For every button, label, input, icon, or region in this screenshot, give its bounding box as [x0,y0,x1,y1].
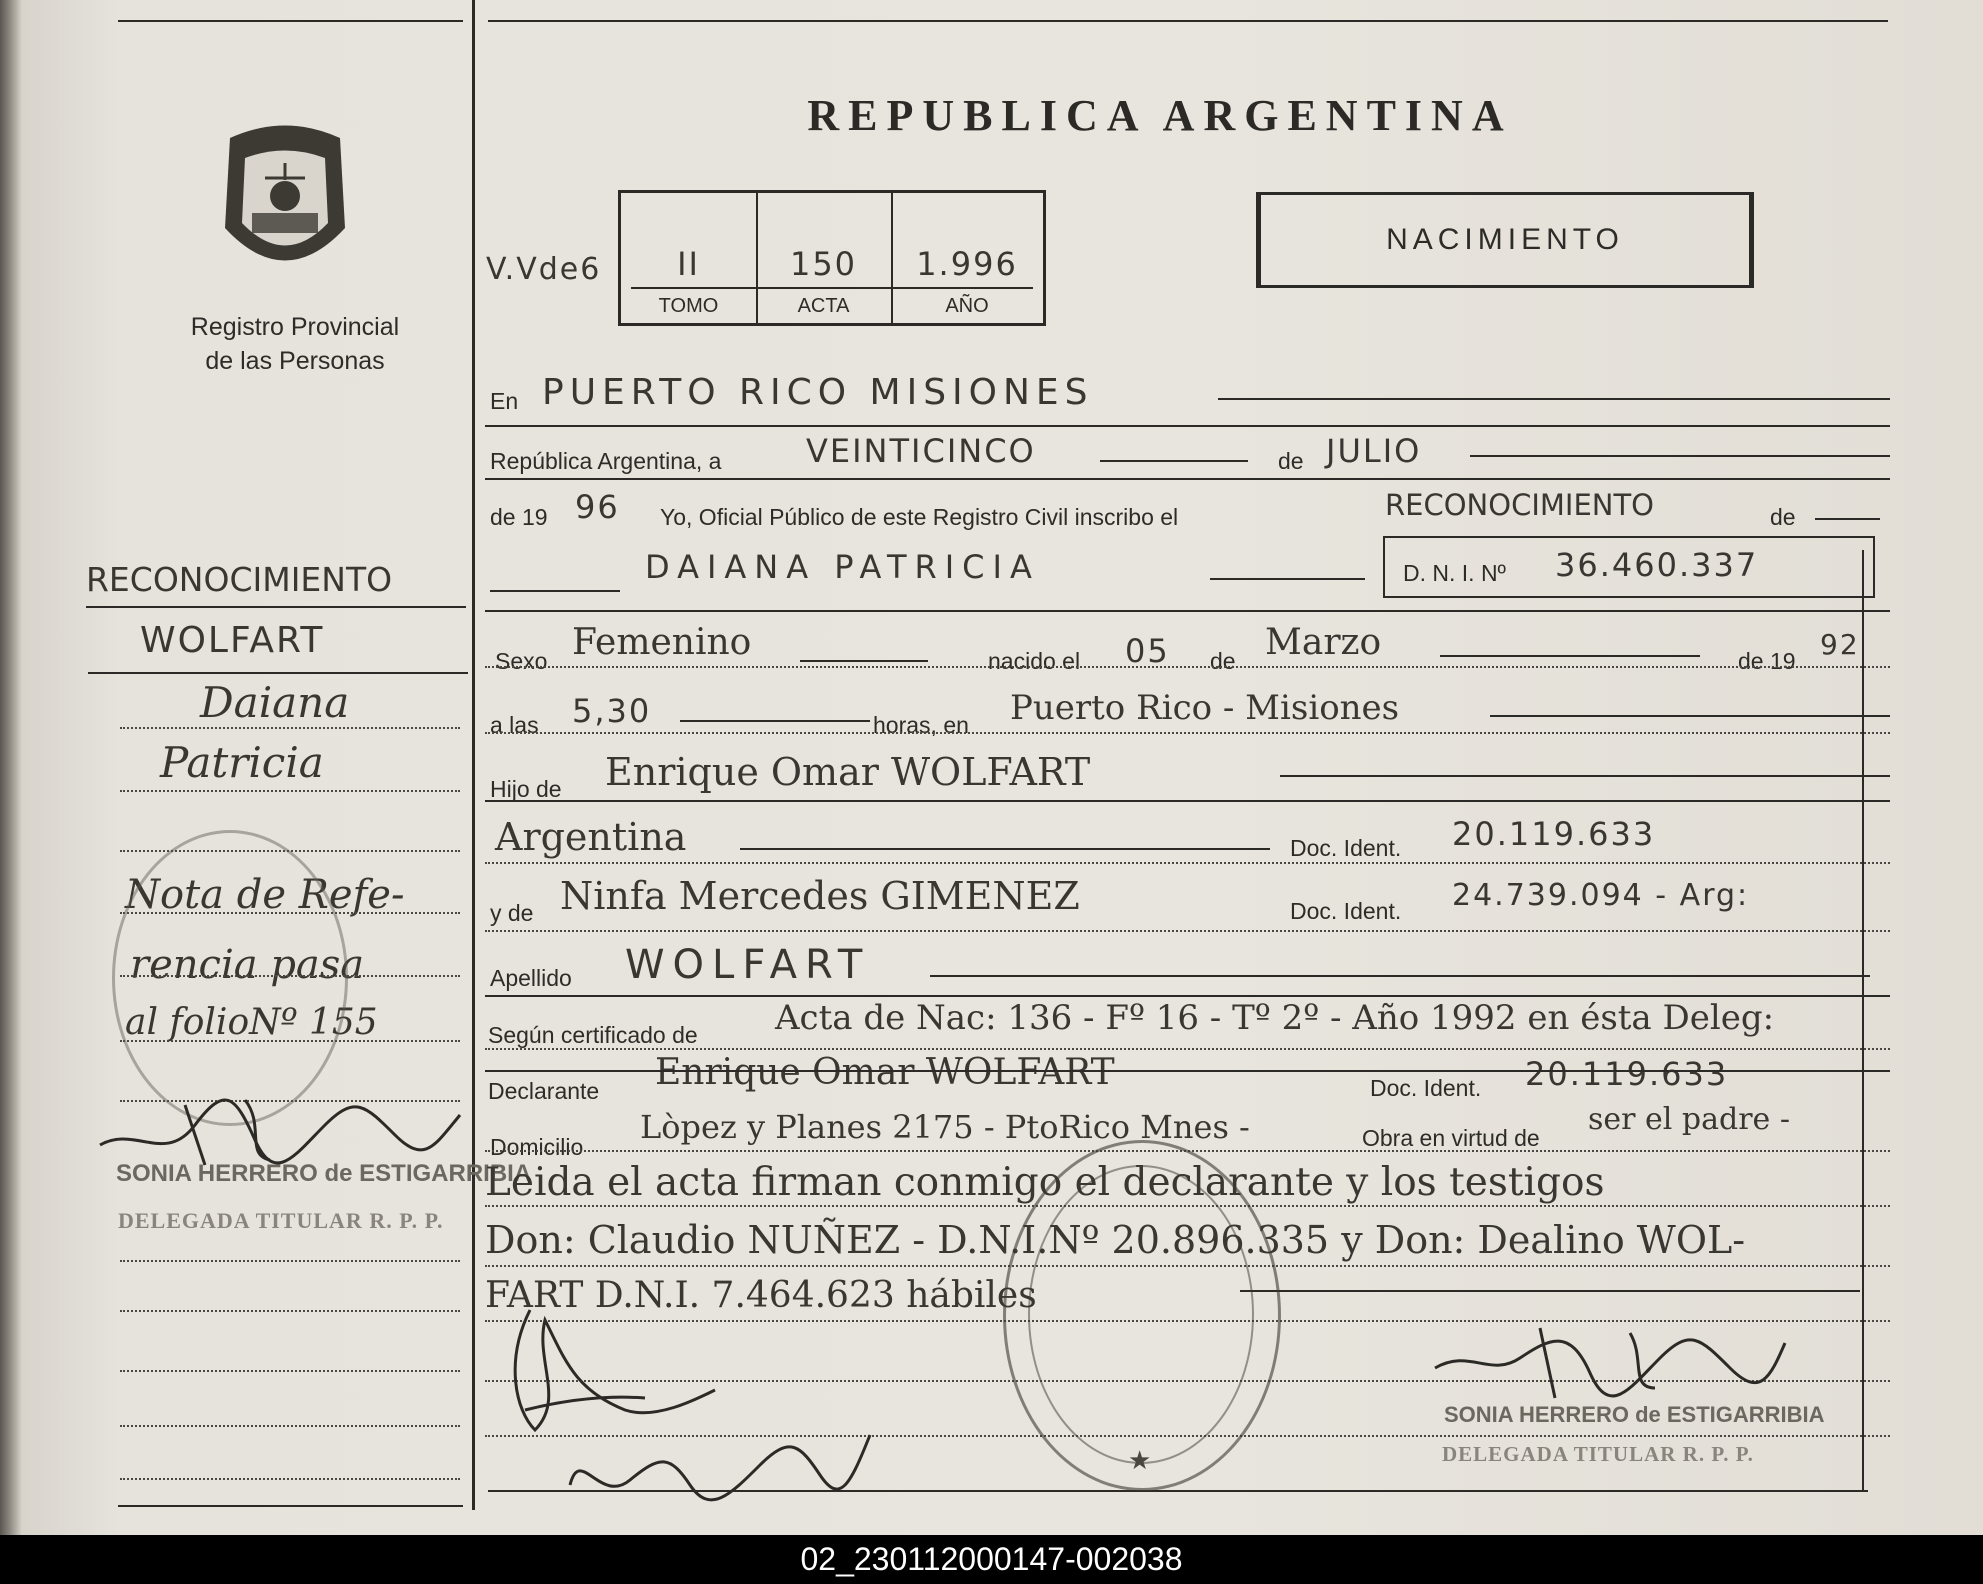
label-de-2: de [1770,504,1796,530]
label-republica: República Argentina, a [490,448,722,474]
column-divider [472,0,475,1510]
birth-month: Marzo [1265,622,1382,663]
top-rule-left [118,20,463,22]
label-en: En [490,388,519,414]
margin-rule-2 [88,672,468,674]
margin-note-2: rencia pasa [130,942,365,988]
mother-name: Ninfa Mercedes GIMENEZ [560,874,1080,918]
place-value: PUERTO RICO MISIONES [542,372,1094,413]
registry-number-box [618,190,1046,326]
label-de-month: de [1278,448,1304,474]
label-horas: horas, en [873,712,969,738]
page-title: REPUBLICA ARGENTINA [807,91,1513,140]
anio-value: 1.996 [916,245,1018,283]
label-apellido: Apellido [490,965,572,991]
acta-label: ACTA [797,295,850,317]
official-signature [1430,1318,1790,1413]
label-a-las: a las [490,712,539,738]
official-stamp-name: SONIA HERRERO de ESTIGARRIBIA [1444,1402,1825,1427]
anio-label: AÑO [945,295,989,317]
apellido-value: WOLFART [625,942,871,988]
registry-line-2: de las Personas [205,347,385,375]
child-name: DAIANA PATRICIA [645,548,1040,586]
margin-stamp-name: SONIA HERRERO de ESTIGARRIBIA [116,1160,532,1187]
margin-rule [86,606,466,608]
label-y-de: y de [490,900,534,926]
margin-name-2: Patricia [160,738,324,787]
registry-line-1: Registro Provincial [190,313,400,341]
document-type-box [1256,192,1754,288]
label-de-19: de 19 [490,504,548,530]
tomo-label: TOMO [658,295,719,317]
label-obra: Obra en virtud de [1362,1125,1540,1151]
birth-time: 5,30 [572,692,652,730]
margin-surname: WOLFART [140,620,325,661]
prefix-handwritten: V.Vde6 [486,252,602,287]
birth-year: 92 [1820,628,1860,661]
margin-title: RECONOCIMIENTO [86,560,393,599]
margin-name-1: Daiana [200,678,350,727]
label-hijo: Hijo de [490,776,562,802]
label-domicilio: Domicilio [490,1134,584,1160]
document-type: NACIMIENTO [1386,223,1624,256]
father-doc: 20.119.633 [1452,815,1656,853]
dni-value: 36.460.337 [1555,546,1759,584]
month-value: JULIO [1326,432,1422,470]
birth-place: Puerto Rico - Misiones [1010,688,1400,728]
text-line-2: Don: Claudio NUÑEZ - D.N.I.Nº 20.896.335 y Don: Dealino WOL- [485,1218,1746,1262]
registry-round-stamp: ★ [1003,1140,1281,1491]
official-stamp-title: DELEGADA TITULAR R. P. P. [1442,1442,1754,1466]
label-doc-ident-declarante: Doc. Ident. [1370,1075,1482,1101]
acta-value: 150 [789,245,858,283]
margin-stamp-title: DELEGADA TITULAR R. P. P. [118,1208,444,1233]
dni-box [1383,536,1875,598]
text-line-3: FART D.N.I. 7.464.623 hábiles [485,1275,1037,1316]
year-suffix: 96 [575,488,620,526]
birth-day: 05 [1125,632,1170,670]
label-sexo: Sexo [495,648,548,674]
day-words: VEINTICINCO [806,432,1036,470]
label-de-19-2: de 19 [1738,648,1796,674]
label-nacido: nacido el [988,648,1081,674]
father-name: Enrique Omar WOLFART [605,750,1091,794]
declarante-value: Enrique Omar WOLFART [655,1052,1115,1093]
domicilio-value: Lòpez y Planes 2175 - PtoRico Mnes - [640,1108,1250,1146]
act-type: RECONOCIMIENTO [1385,488,1655,522]
label-de-3: de [1210,648,1236,674]
obra-value: ser el padre - [1588,1102,1790,1137]
declarante-doc: 20.119.633 [1525,1055,1729,1093]
certificado-value: Acta de Nac: 136 - Fº 16 - Tº 2º - Año 1992 en ésta Deleg: [775,998,1775,1038]
mother-doc: 24.739.094 - Arg: [1452,878,1750,913]
label-doc-ident-mother: Doc. Ident. [1290,898,1402,924]
text-line-1: Leida el acta firman conmigo el declarante y los testigos [485,1160,1605,1205]
label-doc-ident-father: Doc. Ident. [1290,835,1402,861]
misiones-emblem [210,118,360,283]
margin-round-stamp [112,830,348,1126]
father-nationality: Argentina [495,815,687,859]
declarant-signature [505,1300,725,1445]
right-border [1862,550,1864,1490]
margin-note-1: Nota de Refe- [125,872,405,918]
label-declarante: Declarante [488,1078,600,1104]
sexo-value: Femenino [572,622,752,663]
witness-signature [560,1425,880,1520]
label-segun: Según certificado de [488,1022,698,1048]
margin-note-3: al folioNº 155 [125,1002,378,1043]
tomo-value: II [677,245,700,283]
registry-name [160,310,430,378]
image-filename: 02_230112000147-002038 [0,1535,1983,1584]
label-oficial: Yo, Oficial Público de este Registro Civil inscribo el [660,504,1179,530]
dni-label: D. N. I. Nº [1403,560,1506,586]
top-rule-right [488,20,1888,22]
